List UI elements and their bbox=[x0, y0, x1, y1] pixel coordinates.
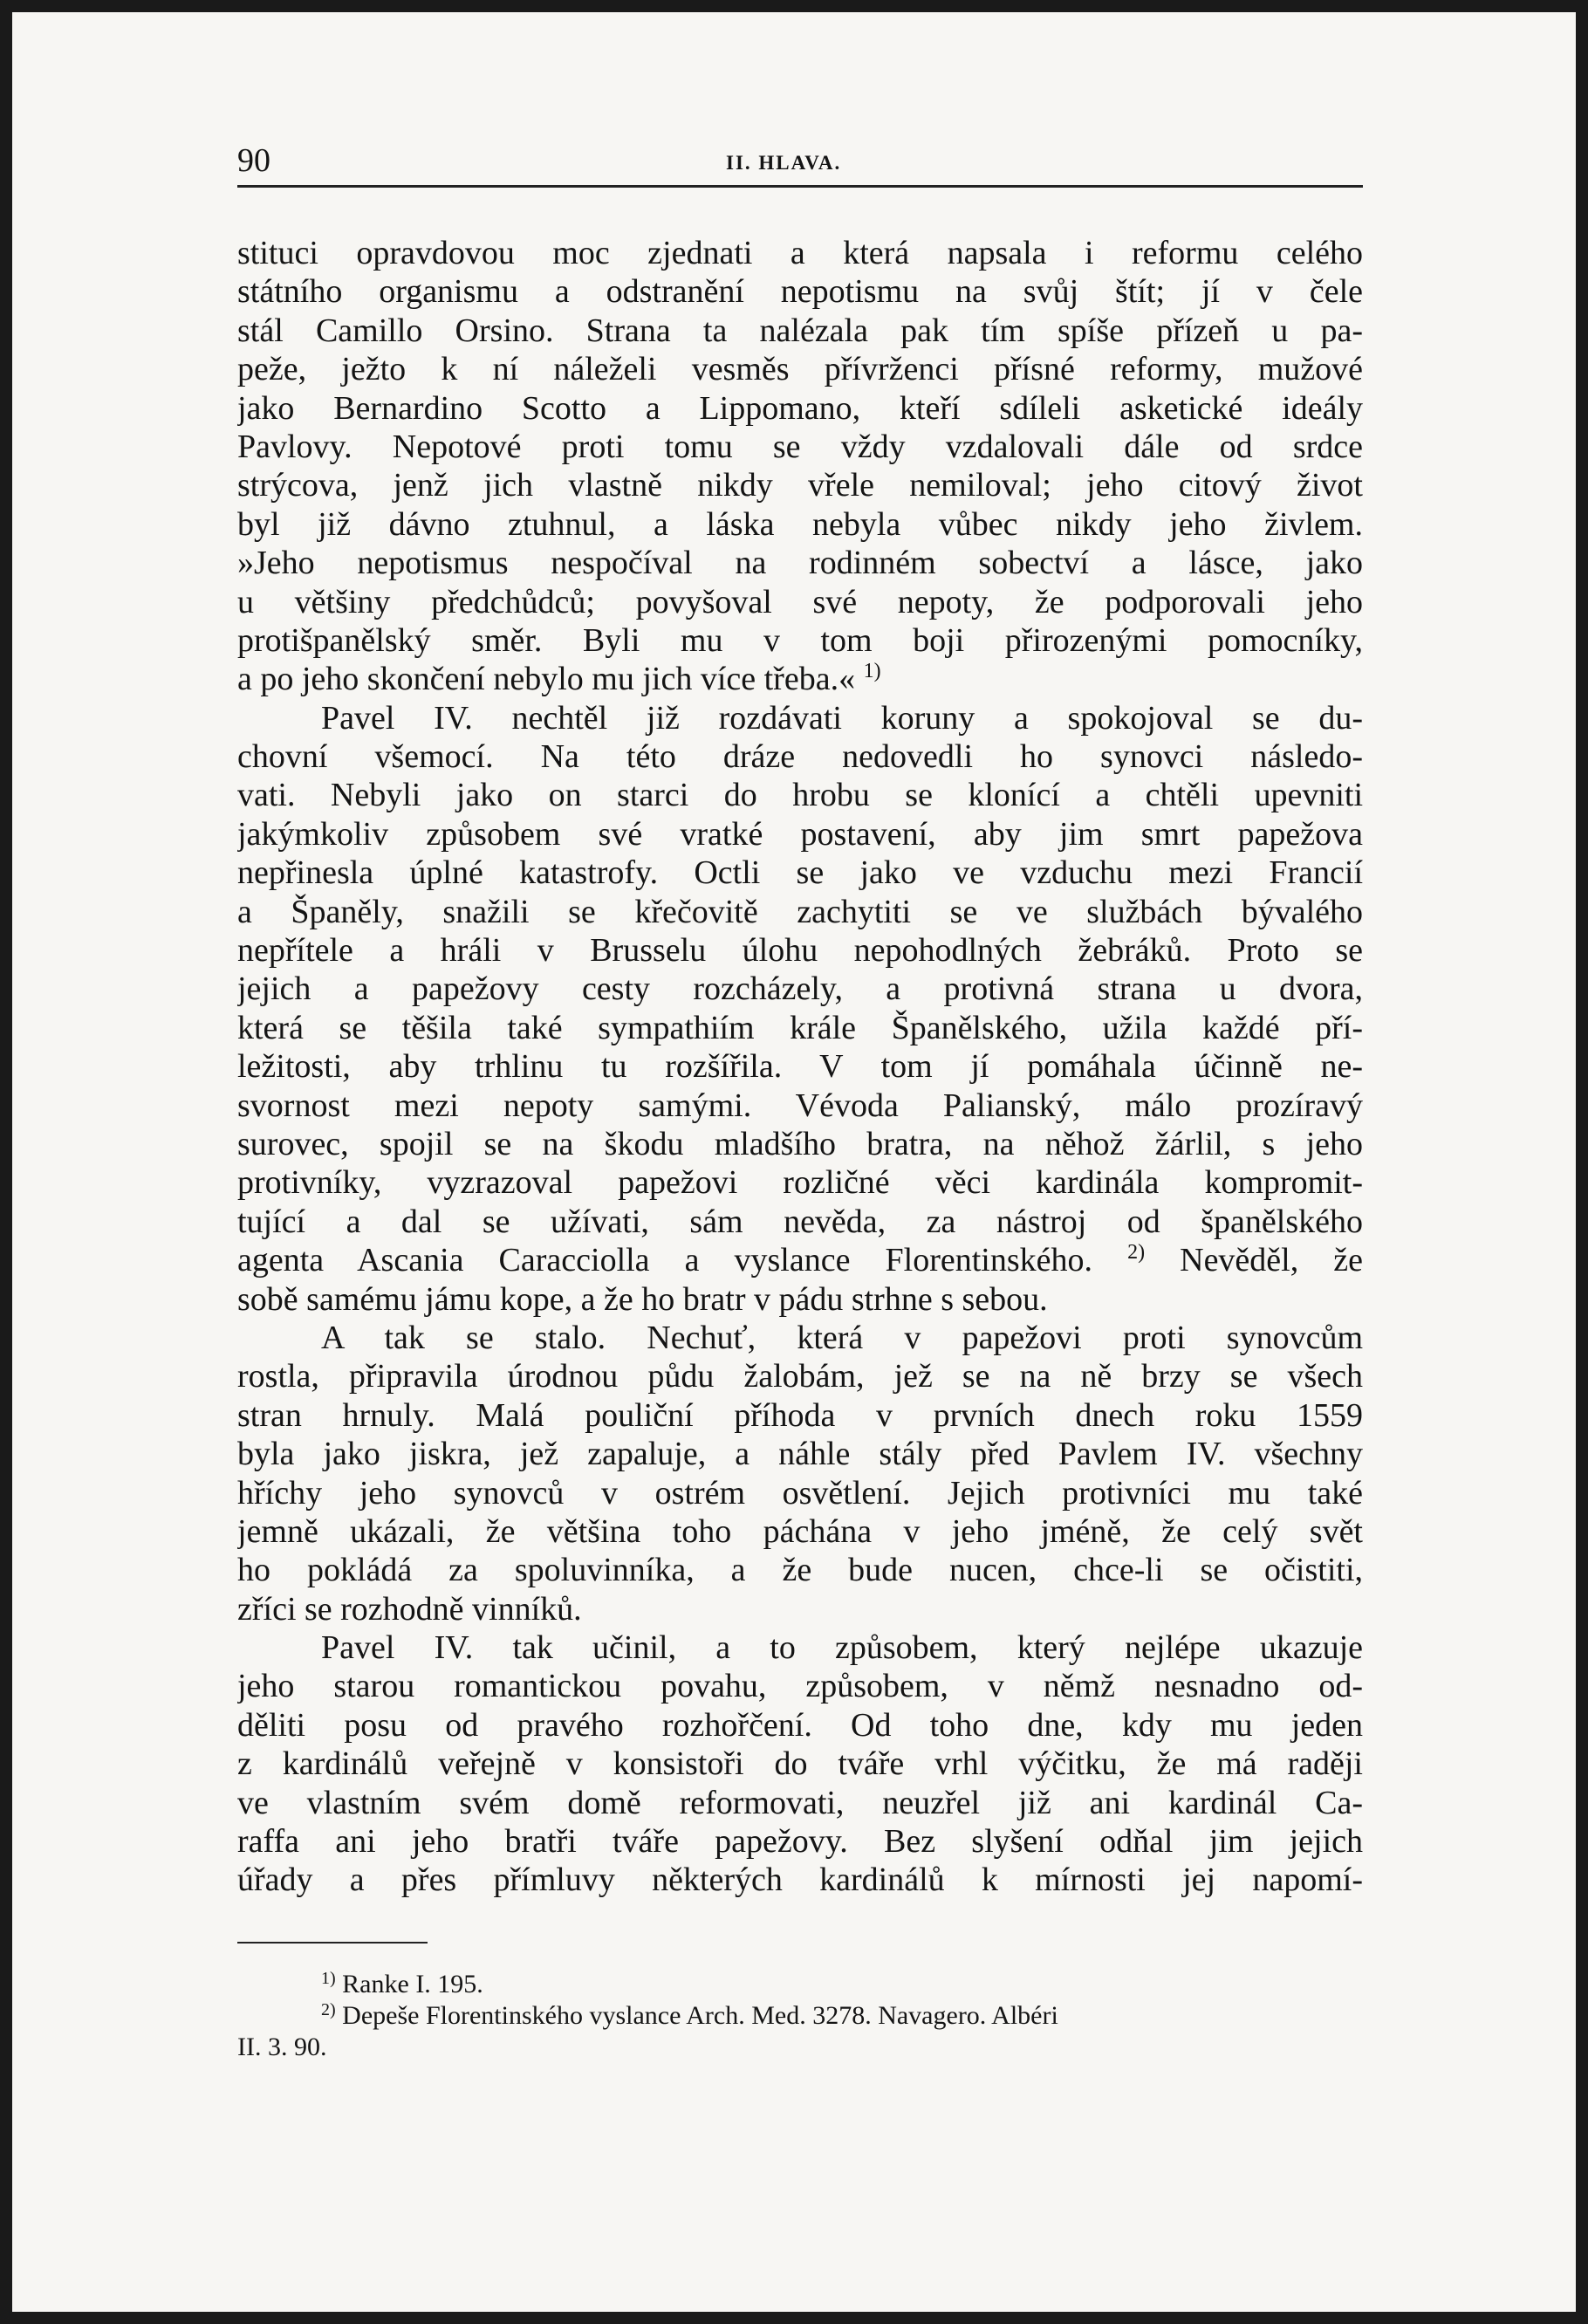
text-line: surovec, spojil se na škodu mladšího bratra, na něhož žárlil, s jeho bbox=[237, 1125, 1363, 1162]
text-line: a po jeho skončení nebylo mu jich více třeba.« bbox=[237, 661, 856, 698]
page-number: 90 bbox=[237, 142, 270, 179]
text-line: úřady a přes přímluvy některých kardinálů k mírnosti jej napomí- bbox=[237, 1861, 1363, 1899]
text-line: z kardinálů veřejně v konsistoři do tváře vrhl výčitku, že má raději bbox=[237, 1745, 1363, 1783]
text-line: tující a dal se užívati, sám nevěda, za nástroj od španělského bbox=[237, 1203, 1363, 1240]
text-line: byla jako jiskra, jež zapaluje, a náhle stály před Pavlem IV. všechny bbox=[237, 1436, 1363, 1473]
text-line: sobě samému jámu kope, a že ho bratr v pádu strhne s sebou. bbox=[237, 1280, 1048, 1318]
text-line: jako Bernardino Scotto a Lippomano, kteří sdíleli asketické ideály bbox=[237, 389, 1363, 427]
text-line: a Španěly, snažili se křečovitě zachytiti se ve službách bývalého bbox=[237, 893, 1363, 930]
text-line: byl již dávno ztuhnul, a láska nebyla vůbec nikdy jeho živlem. bbox=[237, 505, 1363, 543]
text-line: peže, ježto k ní náleželi vesměs přívrženci přísné reformy, mužové bbox=[237, 351, 1363, 388]
footnote-mark: 1) bbox=[321, 1969, 336, 1988]
text-line: Pavel IV. nechtěl již rozdávati koruny a spokojoval se du- bbox=[321, 699, 1363, 737]
text-line: vati. Nebyli jako on starci do hrobu se klonící a chtěli upevniti bbox=[237, 777, 1363, 814]
text-line: státního organismu a odstranění nepotismu na svůj štít; jí v čele bbox=[237, 273, 1363, 311]
text-line: zříci se rozhodně vinníků. bbox=[237, 1590, 582, 1628]
footnotes bbox=[237, 1969, 1363, 2063]
running-title: II. HLAVA. bbox=[726, 152, 842, 174]
page-header bbox=[237, 141, 1363, 187]
header-rule bbox=[237, 185, 1363, 188]
body-text bbox=[237, 234, 1363, 1900]
footnote-2-continued: II. 3. 90. bbox=[237, 2033, 327, 2061]
text-line-with-footnote bbox=[237, 660, 1363, 698]
text-line: která se těšila také sympathiím krále Španělského, užila každé pří- bbox=[237, 1009, 1363, 1046]
text-line-with-footnote bbox=[237, 1241, 1363, 1279]
text-line: jakýmkoliv způsobem své vratké postavení, aby jim smrt papežova bbox=[237, 815, 1363, 853]
text-line: »Jeho nepotismus nespočíval na rodinném sobectví a lásce, jako bbox=[237, 545, 1363, 582]
text-line: stál Camillo Orsino. Strana ta nalézala pak tím spíše přízeň u pa- bbox=[237, 312, 1363, 349]
text-line: hříchy jeho synovců v ostrém osvětlení. Jejich protivníci mu také bbox=[237, 1474, 1363, 1512]
footnote-ref-1: 1) bbox=[863, 660, 881, 683]
text-line: ho pokládá za spoluvinníka, a že bude nucen, chce-li se očistiti, bbox=[237, 1552, 1363, 1589]
text-line: jemně ukázali, že většina toho páchána v jeho jméně, že celý svět bbox=[237, 1512, 1363, 1550]
text-line: jeho starou romantickou povahu, způsobem, v němž nesnadno od- bbox=[237, 1668, 1363, 1705]
text-line: protišpanělský směr. Byli mu v tom boji přirozenými pomocníky, bbox=[237, 621, 1363, 659]
footnote-rule bbox=[237, 1942, 428, 1944]
footnote-1 bbox=[237, 1969, 1363, 2000]
text-line: chovní všemocí. Na této dráze nedovedli ho synovci následo- bbox=[237, 738, 1363, 776]
text-line: raffa ani jeho bratři tváře papežovy. Bez slyšení odňal jim jejich bbox=[237, 1823, 1363, 1861]
text-line: ve vlastním svém domě reformovati, neuzřel již ani kardinál Ca- bbox=[237, 1784, 1363, 1821]
text-line: ležitosti, aby trhlinu tu rozšířila. V tom jí pomáhala účinně ne- bbox=[237, 1048, 1363, 1086]
text-line: protivníky, vyzrazoval papežovi rozličné věci kardinála kompromit- bbox=[237, 1164, 1363, 1202]
text-line-tail: Nevěděl, že bbox=[1180, 1242, 1363, 1279]
text-line: stran hrnuly. Malá pouliční příhoda v prvních dnech roku 1559 bbox=[237, 1396, 1363, 1434]
text-line: Pavel IV. tak učinil, a to způsobem, který nejlépe ukazuje bbox=[321, 1629, 1363, 1667]
footnote-2 bbox=[237, 2000, 1363, 2032]
text-line: rostla, připravila úrodnou půdu žalobám, jež se na ně brzy se všech bbox=[237, 1358, 1363, 1395]
footnote-text: Depeše Florentinského vyslance Arch. Med. 3278. Navagero. Albéri bbox=[342, 2001, 1058, 2030]
text-line: svornost mezi nepoty samými. Vévoda Palianský, málo prozíravý bbox=[237, 1087, 1363, 1124]
text-line: děliti posu od pravého rozhořčení. Od toho dne, kdy mu jeden bbox=[237, 1706, 1363, 1744]
text-line: A tak se stalo. Nechuť, která v papežovi proti synovcům bbox=[321, 1319, 1363, 1356]
text-line: u většiny předchůdců; povyšoval své nepoty, že podporovali jeho bbox=[237, 583, 1363, 620]
text-line: jejich a papežovy cesty rozcházely, a protivná strana u dvora, bbox=[237, 970, 1363, 1008]
text-line: nepřinesla úplné katastrofy. Octli se jako ve vzduchu mezi Francií bbox=[237, 854, 1363, 892]
footnote-mark: 2) bbox=[321, 2000, 336, 2019]
text-line: stituci opravdovou moc zjednati a která napsala i reformu celého bbox=[237, 235, 1363, 271]
text-line: agenta Ascania Caracciolla a vyslance Florentinského. bbox=[237, 1242, 1092, 1279]
footnote-text: Ranke I. 195. bbox=[342, 1970, 483, 1998]
footnote-ref-2: 2) bbox=[1127, 1241, 1146, 1265]
text-line: nepřítele a hráli v Brusselu úlohu nepohodlných žebráků. Proto se bbox=[237, 932, 1363, 970]
text-line: Pavlovy. Nepotové proti tomu se vždy vzdalovali dále od srdce bbox=[237, 428, 1363, 465]
text-line: strýcova, jenž jich vlastně nikdy vřele nemiloval; jeho citový život bbox=[237, 467, 1363, 504]
